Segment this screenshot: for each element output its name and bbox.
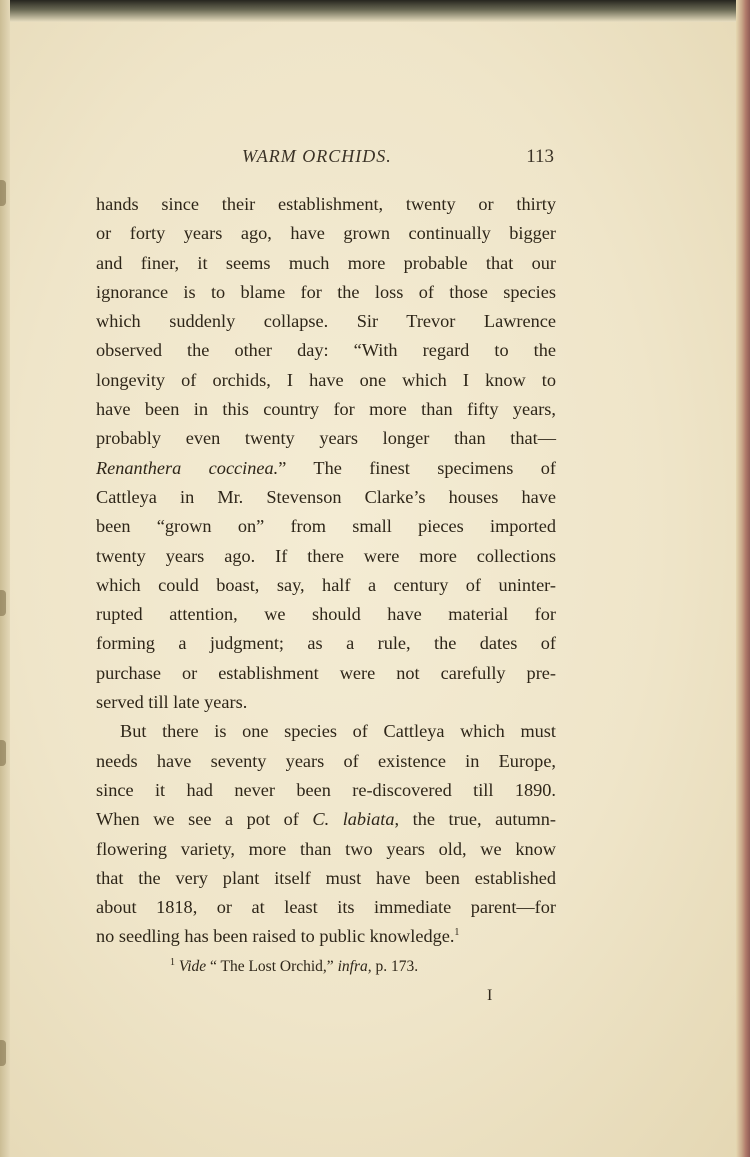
page-top-edge (0, 0, 750, 22)
binding-mark (0, 1040, 6, 1066)
footnote (170, 958, 418, 976)
text-line: needs have seventy years of existence in Europe, (96, 750, 556, 771)
text-line (96, 805, 556, 834)
signature-mark: I (487, 987, 493, 1004)
text-line: observed the other day: “With regard to the (96, 340, 556, 361)
text-segment: ” The finest specimens of (278, 457, 556, 478)
binding-mark (0, 740, 6, 766)
paragraph (96, 190, 556, 717)
body-text (96, 190, 556, 952)
text-line: twenty years ago. If there were more collections (96, 545, 556, 566)
paragraph (96, 717, 556, 951)
text-segment: 1 (454, 927, 460, 939)
binding-mark (0, 590, 6, 616)
text-line: about 1818, or at least its immediate parent—for (96, 897, 556, 918)
text-line: and finer, it seems much more probable that our (96, 252, 556, 273)
binding-mark (0, 180, 6, 206)
text-segment: C. labiata (312, 809, 395, 830)
text-segment: , the true, autumn- (394, 809, 556, 830)
text-line: rupted attention, we should have material for (96, 604, 556, 625)
text-line: forming a judgment; as a rule, the dates of (96, 633, 556, 654)
running-head (96, 146, 566, 176)
text-line: since it had never been re-discovered till 1890. (96, 779, 556, 800)
text-line: longevity of orchids, I have one which I know to (96, 369, 556, 390)
text-line: which suddenly collapse. Sir Trevor Lawrence (96, 311, 556, 332)
text-line: been “grown on” from small pieces imported (96, 516, 556, 537)
text-segment: no seedling has been raised to public knowledge. (96, 926, 455, 947)
page-right-edge (736, 0, 750, 1157)
text-line: flowering variety, more than two years old, we know (96, 838, 556, 859)
footnote-vide: Vide (178, 958, 207, 975)
text-line: served till late years. (96, 692, 248, 713)
text-line: Cattleya in Mr. Stevenson Clarke’s houses have (96, 486, 556, 507)
text-line: probably even twenty years longer than that— (96, 428, 556, 449)
text-line: ignorance is to blame for the loss of those species (96, 281, 556, 302)
text-line: But there is one species of Cattleya which must (120, 721, 556, 742)
running-title: WARM ORCHIDS. (242, 146, 392, 166)
footnote-text: “ The Lost Orchid,” (206, 958, 338, 975)
text-line: which could boast, say, half a century of uninter- (96, 574, 556, 595)
footnote-infra: infra, (337, 958, 372, 975)
text-line: hands since their establishment, twenty or thirty (96, 194, 556, 214)
footnote-marker: 1 (170, 956, 175, 968)
page-number: 113 (526, 146, 554, 167)
page-left-edge (0, 0, 10, 1157)
text-line: have been in this country for more than fifty years, (96, 399, 556, 420)
text-line (96, 454, 556, 483)
text-line: that the very plant itself must have been established (96, 867, 556, 888)
text-segment: When we see a pot of (96, 809, 313, 830)
text-line: or forty years ago, have grown continually bigger (96, 223, 556, 244)
footnote-text: p. 173. (371, 958, 419, 975)
text-line: purchase or establishment were not carefully pre- (96, 662, 556, 683)
text-segment: Renanthera coccinea. (96, 457, 279, 478)
text-line (96, 922, 556, 951)
